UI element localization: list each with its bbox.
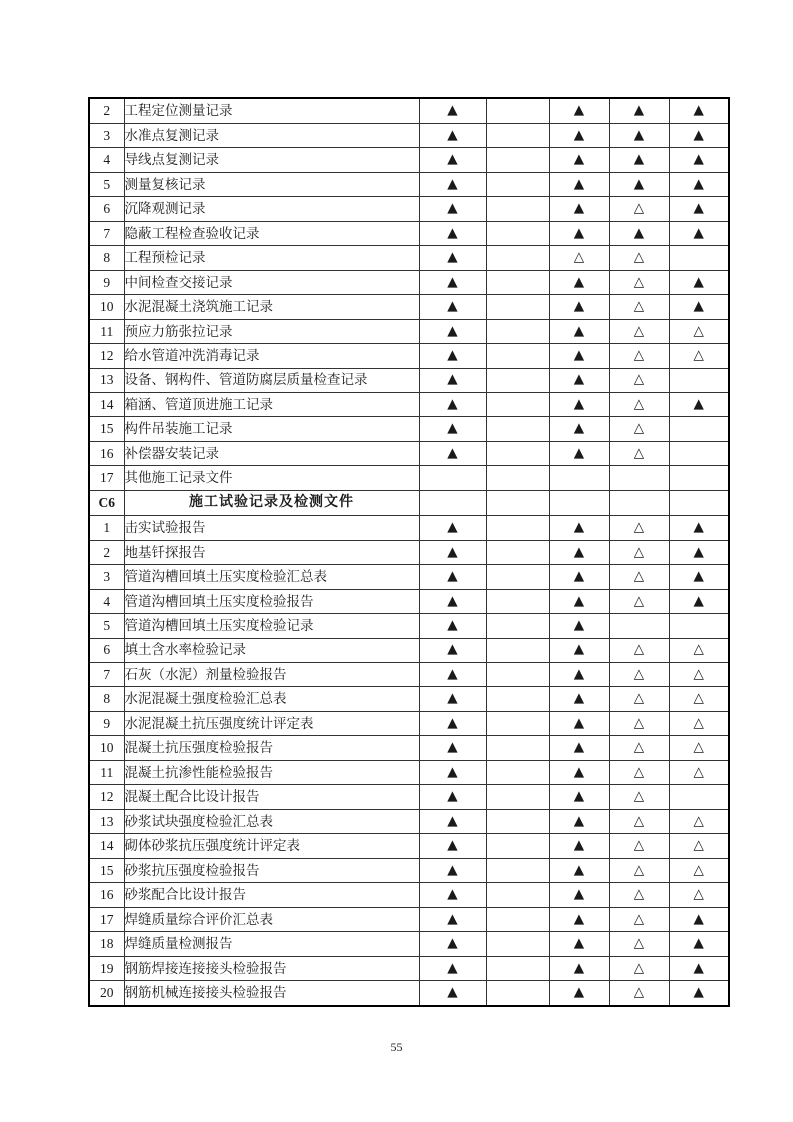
record-name: 管道沟槽回填土压实度检验报告 bbox=[124, 589, 419, 613]
row-number: 2 bbox=[89, 98, 124, 123]
section-header-row bbox=[89, 490, 729, 515]
filled-triangle-mark: ▲ bbox=[419, 858, 486, 882]
filled-triangle-mark: ▲ bbox=[669, 221, 729, 245]
table-row bbox=[89, 368, 729, 392]
empty-mark-cell bbox=[486, 148, 549, 172]
empty-mark-cell bbox=[669, 441, 729, 465]
table-row bbox=[89, 319, 729, 343]
records-table-body bbox=[89, 98, 729, 1006]
row-number: 13 bbox=[89, 368, 124, 392]
page-number: 55 bbox=[390, 1040, 403, 1054]
row-number: 9 bbox=[89, 711, 124, 735]
filled-triangle-mark: ▲ bbox=[549, 638, 609, 662]
empty-mark-cell bbox=[669, 466, 729, 490]
record-name: 石灰（水泥）剂量检验报告 bbox=[124, 662, 419, 686]
filled-triangle-mark: ▲ bbox=[549, 270, 609, 294]
table-row bbox=[89, 98, 729, 123]
filled-triangle-mark: ▲ bbox=[669, 197, 729, 221]
hollow-triangle-mark: △ bbox=[609, 417, 669, 441]
filled-triangle-mark: ▲ bbox=[669, 565, 729, 589]
table-row bbox=[89, 197, 729, 221]
record-name: 砂浆抗压强度检验报告 bbox=[124, 858, 419, 882]
filled-triangle-mark: ▲ bbox=[549, 907, 609, 931]
empty-mark-cell bbox=[486, 785, 549, 809]
filled-triangle-mark: ▲ bbox=[419, 98, 486, 123]
row-number: 4 bbox=[89, 589, 124, 613]
empty-mark-cell bbox=[486, 246, 549, 270]
row-number: 8 bbox=[89, 687, 124, 711]
table-row bbox=[89, 687, 729, 711]
filled-triangle-mark: ▲ bbox=[549, 662, 609, 686]
filled-triangle-mark: ▲ bbox=[549, 932, 609, 956]
record-name: 管道沟槽回填土压实度检验记录 bbox=[124, 614, 419, 638]
filled-triangle-mark: ▲ bbox=[419, 981, 486, 1006]
hollow-triangle-mark: △ bbox=[549, 246, 609, 270]
empty-mark-cell bbox=[486, 172, 549, 196]
empty-mark-cell bbox=[669, 785, 729, 809]
filled-triangle-mark: ▲ bbox=[419, 565, 486, 589]
record-name: 击实试验报告 bbox=[124, 516, 419, 540]
row-number: 1 bbox=[89, 516, 124, 540]
record-name: 混凝土抗压强度检验报告 bbox=[124, 736, 419, 760]
filled-triangle-mark: ▲ bbox=[419, 441, 486, 465]
empty-mark-cell bbox=[486, 441, 549, 465]
empty-mark-cell bbox=[486, 123, 549, 147]
record-name: 砂浆试块强度检验汇总表 bbox=[124, 809, 419, 833]
hollow-triangle-mark: △ bbox=[609, 589, 669, 613]
empty-mark-cell bbox=[486, 981, 549, 1006]
filled-triangle-mark: ▲ bbox=[419, 417, 486, 441]
empty-mark-cell bbox=[486, 417, 549, 441]
empty-mark-cell bbox=[419, 490, 486, 515]
filled-triangle-mark: ▲ bbox=[419, 956, 486, 980]
hollow-triangle-mark: △ bbox=[669, 662, 729, 686]
filled-triangle-mark: ▲ bbox=[669, 589, 729, 613]
empty-mark-cell bbox=[486, 589, 549, 613]
table-row bbox=[89, 246, 729, 270]
filled-triangle-mark: ▲ bbox=[549, 711, 609, 735]
filled-triangle-mark: ▲ bbox=[549, 614, 609, 638]
section-code: C6 bbox=[89, 490, 124, 515]
hollow-triangle-mark: △ bbox=[609, 638, 669, 662]
hollow-triangle-mark: △ bbox=[669, 809, 729, 833]
section-title: 施工试验记录及检测文件 bbox=[124, 490, 419, 515]
table-row bbox=[89, 834, 729, 858]
hollow-triangle-mark: △ bbox=[609, 687, 669, 711]
table-row bbox=[89, 760, 729, 784]
filled-triangle-mark: ▲ bbox=[549, 687, 609, 711]
empty-mark-cell bbox=[486, 907, 549, 931]
hollow-triangle-mark: △ bbox=[669, 711, 729, 735]
record-name: 导线点复测记录 bbox=[124, 148, 419, 172]
empty-mark-cell bbox=[486, 466, 549, 490]
empty-mark-cell bbox=[669, 417, 729, 441]
hollow-triangle-mark: △ bbox=[609, 295, 669, 319]
record-name: 工程预检记录 bbox=[124, 246, 419, 270]
empty-mark-cell bbox=[486, 711, 549, 735]
filled-triangle-mark: ▲ bbox=[549, 172, 609, 196]
filled-triangle-mark: ▲ bbox=[419, 516, 486, 540]
record-name: 混凝土抗渗性能检验报告 bbox=[124, 760, 419, 784]
filled-triangle-mark: ▲ bbox=[549, 392, 609, 416]
filled-triangle-mark: ▲ bbox=[549, 858, 609, 882]
hollow-triangle-mark: △ bbox=[669, 883, 729, 907]
table-row bbox=[89, 736, 729, 760]
filled-triangle-mark: ▲ bbox=[549, 565, 609, 589]
filled-triangle-mark: ▲ bbox=[549, 785, 609, 809]
table-row bbox=[89, 711, 729, 735]
filled-triangle-mark: ▲ bbox=[669, 540, 729, 564]
table-row bbox=[89, 614, 729, 638]
filled-triangle-mark: ▲ bbox=[669, 270, 729, 294]
hollow-triangle-mark: △ bbox=[669, 319, 729, 343]
hollow-triangle-mark: △ bbox=[609, 246, 669, 270]
hollow-triangle-mark: △ bbox=[609, 809, 669, 833]
filled-triangle-mark: ▲ bbox=[549, 809, 609, 833]
filled-triangle-mark: ▲ bbox=[549, 760, 609, 784]
empty-mark-cell bbox=[419, 466, 486, 490]
empty-mark-cell bbox=[486, 687, 549, 711]
row-number: 5 bbox=[89, 172, 124, 196]
filled-triangle-mark: ▲ bbox=[549, 589, 609, 613]
hollow-triangle-mark: △ bbox=[609, 344, 669, 368]
row-number: 16 bbox=[89, 883, 124, 907]
hollow-triangle-mark: △ bbox=[609, 736, 669, 760]
empty-mark-cell bbox=[486, 540, 549, 564]
hollow-triangle-mark: △ bbox=[609, 883, 669, 907]
hollow-triangle-mark: △ bbox=[609, 197, 669, 221]
empty-mark-cell bbox=[609, 466, 669, 490]
filled-triangle-mark: ▲ bbox=[419, 711, 486, 735]
filled-triangle-mark: ▲ bbox=[669, 392, 729, 416]
record-name: 砂浆配合比设计报告 bbox=[124, 883, 419, 907]
hollow-triangle-mark: △ bbox=[669, 638, 729, 662]
filled-triangle-mark: ▲ bbox=[669, 956, 729, 980]
table-row bbox=[89, 172, 729, 196]
filled-triangle-mark: ▲ bbox=[419, 883, 486, 907]
filled-triangle-mark: ▲ bbox=[549, 197, 609, 221]
table-row bbox=[89, 858, 729, 882]
row-number: 16 bbox=[89, 441, 124, 465]
filled-triangle-mark: ▲ bbox=[419, 736, 486, 760]
filled-triangle-mark: ▲ bbox=[549, 834, 609, 858]
filled-triangle-mark: ▲ bbox=[609, 98, 669, 123]
row-number: 5 bbox=[89, 614, 124, 638]
empty-mark-cell bbox=[486, 883, 549, 907]
filled-triangle-mark: ▲ bbox=[669, 907, 729, 931]
filled-triangle-mark: ▲ bbox=[549, 98, 609, 123]
record-name: 给水管道冲洗消毒记录 bbox=[124, 344, 419, 368]
filled-triangle-mark: ▲ bbox=[669, 123, 729, 147]
row-number: 8 bbox=[89, 246, 124, 270]
hollow-triangle-mark: △ bbox=[669, 834, 729, 858]
filled-triangle-mark: ▲ bbox=[419, 270, 486, 294]
empty-mark-cell bbox=[486, 565, 549, 589]
hollow-triangle-mark: △ bbox=[609, 270, 669, 294]
filled-triangle-mark: ▲ bbox=[549, 319, 609, 343]
hollow-triangle-mark: △ bbox=[669, 344, 729, 368]
table-row bbox=[89, 981, 729, 1006]
filled-triangle-mark: ▲ bbox=[419, 662, 486, 686]
filled-triangle-mark: ▲ bbox=[549, 956, 609, 980]
empty-mark-cell bbox=[486, 809, 549, 833]
hollow-triangle-mark: △ bbox=[609, 319, 669, 343]
filled-triangle-mark: ▲ bbox=[419, 638, 486, 662]
filled-triangle-mark: ▲ bbox=[549, 883, 609, 907]
filled-triangle-mark: ▲ bbox=[419, 319, 486, 343]
record-name: 填土含水率检验记录 bbox=[124, 638, 419, 662]
empty-mark-cell bbox=[609, 614, 669, 638]
empty-mark-cell bbox=[486, 932, 549, 956]
hollow-triangle-mark: △ bbox=[609, 932, 669, 956]
filled-triangle-mark: ▲ bbox=[419, 540, 486, 564]
row-number: 10 bbox=[89, 736, 124, 760]
empty-mark-cell bbox=[486, 392, 549, 416]
filled-triangle-mark: ▲ bbox=[549, 736, 609, 760]
row-number: 12 bbox=[89, 785, 124, 809]
hollow-triangle-mark: △ bbox=[609, 392, 669, 416]
row-number: 14 bbox=[89, 392, 124, 416]
row-number: 12 bbox=[89, 344, 124, 368]
table-row bbox=[89, 589, 729, 613]
hollow-triangle-mark: △ bbox=[669, 760, 729, 784]
row-number: 6 bbox=[89, 197, 124, 221]
filled-triangle-mark: ▲ bbox=[669, 172, 729, 196]
empty-mark-cell bbox=[486, 834, 549, 858]
filled-triangle-mark: ▲ bbox=[669, 148, 729, 172]
filled-triangle-mark: ▲ bbox=[419, 246, 486, 270]
empty-mark-cell bbox=[669, 614, 729, 638]
empty-mark-cell bbox=[669, 368, 729, 392]
hollow-triangle-mark: △ bbox=[609, 981, 669, 1006]
table-row bbox=[89, 392, 729, 416]
empty-mark-cell bbox=[486, 344, 549, 368]
record-name: 钢筋焊接连接接头检验报告 bbox=[124, 956, 419, 980]
record-name: 管道沟槽回填土压实度检验汇总表 bbox=[124, 565, 419, 589]
empty-mark-cell bbox=[549, 490, 609, 515]
empty-mark-cell bbox=[486, 490, 549, 515]
filled-triangle-mark: ▲ bbox=[669, 295, 729, 319]
empty-mark-cell bbox=[486, 638, 549, 662]
filled-triangle-mark: ▲ bbox=[609, 123, 669, 147]
table-row bbox=[89, 565, 729, 589]
empty-mark-cell bbox=[549, 466, 609, 490]
filled-triangle-mark: ▲ bbox=[549, 295, 609, 319]
filled-triangle-mark: ▲ bbox=[549, 516, 609, 540]
row-number: 6 bbox=[89, 638, 124, 662]
filled-triangle-mark: ▲ bbox=[669, 516, 729, 540]
record-name: 测量复核记录 bbox=[124, 172, 419, 196]
empty-mark-cell bbox=[609, 490, 669, 515]
table-row bbox=[89, 270, 729, 294]
empty-mark-cell bbox=[486, 614, 549, 638]
empty-mark-cell bbox=[486, 956, 549, 980]
table-row bbox=[89, 466, 729, 490]
row-number: 19 bbox=[89, 956, 124, 980]
hollow-triangle-mark: △ bbox=[669, 736, 729, 760]
record-name: 沉降观测记录 bbox=[124, 197, 419, 221]
filled-triangle-mark: ▲ bbox=[419, 589, 486, 613]
filled-triangle-mark: ▲ bbox=[419, 614, 486, 638]
hollow-triangle-mark: △ bbox=[609, 858, 669, 882]
hollow-triangle-mark: △ bbox=[609, 516, 669, 540]
filled-triangle-mark: ▲ bbox=[419, 148, 486, 172]
row-number: 17 bbox=[89, 466, 124, 490]
row-number: 9 bbox=[89, 270, 124, 294]
filled-triangle-mark: ▲ bbox=[419, 172, 486, 196]
filled-triangle-mark: ▲ bbox=[419, 907, 486, 931]
filled-triangle-mark: ▲ bbox=[549, 344, 609, 368]
record-name: 水泥混凝土抗压强度统计评定表 bbox=[124, 711, 419, 735]
filled-triangle-mark: ▲ bbox=[549, 368, 609, 392]
records-table bbox=[88, 97, 730, 1007]
filled-triangle-mark: ▲ bbox=[419, 834, 486, 858]
empty-mark-cell bbox=[486, 221, 549, 245]
hollow-triangle-mark: △ bbox=[609, 565, 669, 589]
hollow-triangle-mark: △ bbox=[609, 540, 669, 564]
table-row bbox=[89, 956, 729, 980]
row-number: 7 bbox=[89, 221, 124, 245]
record-name: 水泥混凝土浇筑施工记录 bbox=[124, 295, 419, 319]
record-name: 箱涵、管道顶进施工记录 bbox=[124, 392, 419, 416]
filled-triangle-mark: ▲ bbox=[549, 221, 609, 245]
empty-mark-cell bbox=[486, 516, 549, 540]
table-row bbox=[89, 932, 729, 956]
filled-triangle-mark: ▲ bbox=[549, 441, 609, 465]
record-name: 构件吊装施工记录 bbox=[124, 417, 419, 441]
filled-triangle-mark: ▲ bbox=[419, 687, 486, 711]
filled-triangle-mark: ▲ bbox=[609, 172, 669, 196]
empty-mark-cell bbox=[486, 760, 549, 784]
empty-mark-cell bbox=[486, 662, 549, 686]
filled-triangle-mark: ▲ bbox=[419, 785, 486, 809]
filled-triangle-mark: ▲ bbox=[549, 540, 609, 564]
filled-triangle-mark: ▲ bbox=[419, 932, 486, 956]
hollow-triangle-mark: △ bbox=[609, 760, 669, 784]
row-number: 10 bbox=[89, 295, 124, 319]
table-row bbox=[89, 540, 729, 564]
table-row bbox=[89, 662, 729, 686]
hollow-triangle-mark: △ bbox=[609, 956, 669, 980]
record-name: 混凝土配合比设计报告 bbox=[124, 785, 419, 809]
record-name: 中间检查交接记录 bbox=[124, 270, 419, 294]
table-row bbox=[89, 785, 729, 809]
filled-triangle-mark: ▲ bbox=[669, 981, 729, 1006]
empty-mark-cell bbox=[486, 319, 549, 343]
hollow-triangle-mark: △ bbox=[609, 907, 669, 931]
filled-triangle-mark: ▲ bbox=[549, 123, 609, 147]
filled-triangle-mark: ▲ bbox=[419, 123, 486, 147]
table-row bbox=[89, 221, 729, 245]
filled-triangle-mark: ▲ bbox=[419, 197, 486, 221]
table-row bbox=[89, 516, 729, 540]
table-row bbox=[89, 883, 729, 907]
record-name: 隐蔽工程检查验收记录 bbox=[124, 221, 419, 245]
record-name: 水泥混凝土强度检验汇总表 bbox=[124, 687, 419, 711]
filled-triangle-mark: ▲ bbox=[419, 392, 486, 416]
row-number: 3 bbox=[89, 123, 124, 147]
filled-triangle-mark: ▲ bbox=[419, 368, 486, 392]
hollow-triangle-mark: △ bbox=[609, 785, 669, 809]
empty-mark-cell bbox=[486, 736, 549, 760]
table-row bbox=[89, 907, 729, 931]
row-number: 13 bbox=[89, 809, 124, 833]
record-name: 预应力筋张拉记录 bbox=[124, 319, 419, 343]
record-name: 设备、钢构件、管道防腐层质量检查记录 bbox=[124, 368, 419, 392]
empty-mark-cell bbox=[669, 490, 729, 515]
record-name: 补偿器安装记录 bbox=[124, 441, 419, 465]
hollow-triangle-mark: △ bbox=[609, 662, 669, 686]
record-name: 焊缝质量检测报告 bbox=[124, 932, 419, 956]
filled-triangle-mark: ▲ bbox=[549, 981, 609, 1006]
row-number: 15 bbox=[89, 858, 124, 882]
filled-triangle-mark: ▲ bbox=[609, 148, 669, 172]
filled-triangle-mark: ▲ bbox=[549, 148, 609, 172]
row-number: 17 bbox=[89, 907, 124, 931]
row-number: 7 bbox=[89, 662, 124, 686]
record-name: 地基钎探报告 bbox=[124, 540, 419, 564]
row-number: 14 bbox=[89, 834, 124, 858]
empty-mark-cell bbox=[486, 197, 549, 221]
table-row bbox=[89, 809, 729, 833]
row-number: 11 bbox=[89, 760, 124, 784]
hollow-triangle-mark: △ bbox=[609, 368, 669, 392]
filled-triangle-mark: ▲ bbox=[669, 932, 729, 956]
table-row bbox=[89, 441, 729, 465]
hollow-triangle-mark: △ bbox=[669, 858, 729, 882]
row-number: 11 bbox=[89, 319, 124, 343]
empty-mark-cell bbox=[486, 270, 549, 294]
filled-triangle-mark: ▲ bbox=[549, 417, 609, 441]
filled-triangle-mark: ▲ bbox=[669, 98, 729, 123]
hollow-triangle-mark: △ bbox=[609, 711, 669, 735]
row-number: 18 bbox=[89, 932, 124, 956]
filled-triangle-mark: ▲ bbox=[419, 344, 486, 368]
table-row bbox=[89, 123, 729, 147]
row-number: 2 bbox=[89, 540, 124, 564]
empty-mark-cell bbox=[486, 98, 549, 123]
filled-triangle-mark: ▲ bbox=[419, 760, 486, 784]
table-row bbox=[89, 344, 729, 368]
record-name: 工程定位测量记录 bbox=[124, 98, 419, 123]
filled-triangle-mark: ▲ bbox=[419, 295, 486, 319]
record-name: 水准点复测记录 bbox=[124, 123, 419, 147]
row-number: 15 bbox=[89, 417, 124, 441]
empty-mark-cell bbox=[486, 368, 549, 392]
table-row bbox=[89, 148, 729, 172]
hollow-triangle-mark: △ bbox=[669, 687, 729, 711]
filled-triangle-mark: ▲ bbox=[609, 221, 669, 245]
record-name: 其他施工记录文件 bbox=[124, 466, 419, 490]
row-number: 20 bbox=[89, 981, 124, 1006]
record-name: 焊缝质量综合评价汇总表 bbox=[124, 907, 419, 931]
empty-mark-cell bbox=[486, 858, 549, 882]
hollow-triangle-mark: △ bbox=[609, 834, 669, 858]
table-row bbox=[89, 638, 729, 662]
row-number: 4 bbox=[89, 148, 124, 172]
empty-mark-cell bbox=[669, 246, 729, 270]
filled-triangle-mark: ▲ bbox=[419, 809, 486, 833]
table-row bbox=[89, 417, 729, 441]
record-name: 钢筋机械连接接头检验报告 bbox=[124, 981, 419, 1006]
row-number: 3 bbox=[89, 565, 124, 589]
filled-triangle-mark: ▲ bbox=[419, 221, 486, 245]
record-name: 砌体砂浆抗压强度统计评定表 bbox=[124, 834, 419, 858]
table-row bbox=[89, 295, 729, 319]
empty-mark-cell bbox=[486, 295, 549, 319]
hollow-triangle-mark: △ bbox=[609, 441, 669, 465]
